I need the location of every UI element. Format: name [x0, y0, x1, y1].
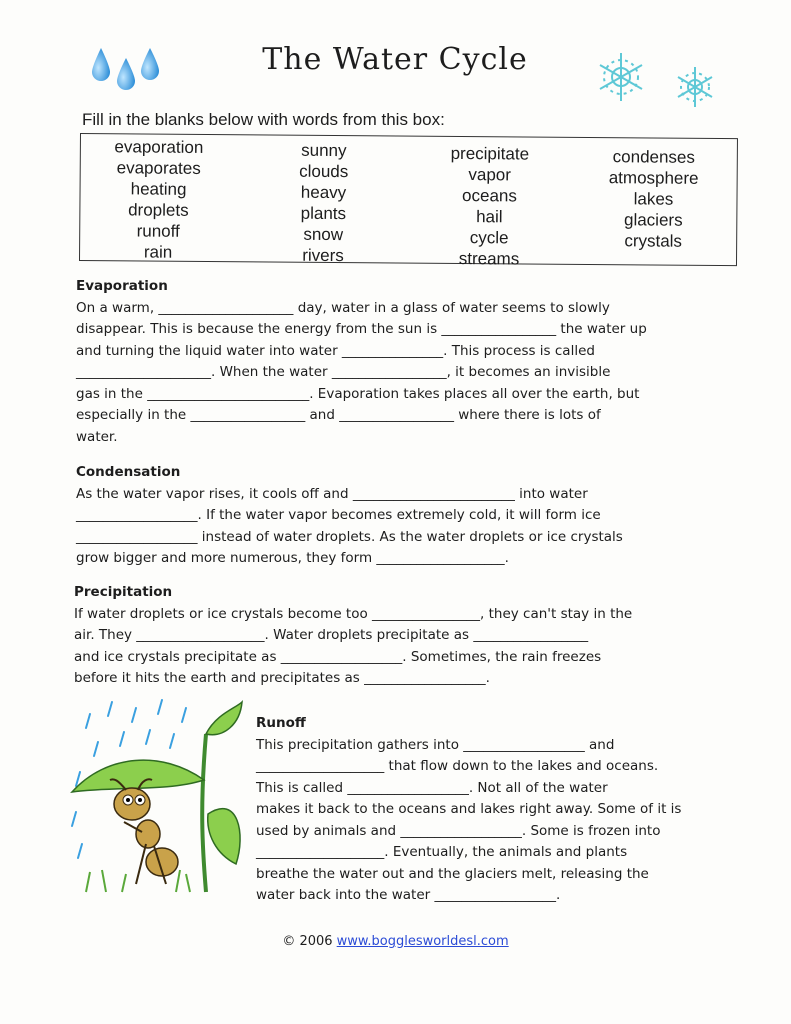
runoff-section: [256, 713, 736, 907]
text-line: and ice crystals precipitate as __________________. Sometimes, the rain freezes: [74, 648, 602, 665]
instructions: Fill in the blanks below with words from this box:: [82, 110, 445, 129]
word: glaciers: [623, 210, 683, 230]
word: snow: [303, 224, 344, 245]
word: runoff: [136, 221, 180, 241]
word: heavy: [300, 182, 347, 203]
word: condenses: [612, 147, 696, 167]
word: oceans: [462, 186, 518, 206]
snowflake-icon: [594, 50, 648, 104]
precipitation-section: [74, 582, 736, 690]
word-box: [79, 133, 738, 269]
text-line: __________________. If the water vapor becomes extremely cold, it will form ice: [76, 507, 601, 523]
condensation-section: [76, 462, 736, 570]
word: sunny: [301, 140, 347, 161]
water-drops-icon: [88, 44, 168, 94]
text-line: gas in the ________________________. Evaporation takes places all over the earth, but: [76, 385, 640, 402]
ant-under-leaf-illustration: [66, 694, 246, 894]
footer: [0, 934, 791, 949]
section-heading: Runoff: [256, 715, 306, 731]
section-heading: Evaporation: [76, 278, 168, 294]
word: droplets: [128, 200, 189, 220]
page-title: The Water Cycle: [262, 42, 528, 77]
word: atmosphere: [608, 168, 699, 188]
water-drop-icon: [92, 48, 110, 81]
text-line: air. They ___________________. Water droplets precipitate as _________________: [74, 627, 589, 643]
section-heading: Condensation: [76, 464, 181, 480]
word: cycle: [469, 228, 509, 248]
text-line: ___________________. Eventually, the animals and plants: [256, 844, 628, 860]
word: precipitate: [450, 143, 530, 164]
word: crystals: [624, 231, 683, 251]
word: evaporates: [116, 158, 201, 178]
copyright-text: © 2006: [282, 934, 337, 949]
text-line: before it hits the earth and precipitates as __________________.: [74, 670, 490, 686]
text-line: water.: [76, 428, 118, 445]
word-column: [414, 143, 565, 270]
text-line: makes it back to the oceans and lakes right away. Some of it is: [256, 801, 682, 817]
website-link[interactable]: www.bogglesworldesl.com: [336, 934, 509, 949]
word: rivers: [302, 245, 344, 266]
text-line: ___________________ that flow down to the lakes and oceans.: [256, 758, 659, 774]
text-line: especially in the _________________ and _________________ where there is lots of: [76, 407, 601, 423]
text-line: This precipitation gathers into __________________ and: [256, 736, 615, 753]
text-line: This is called __________________. Not all of the water: [256, 779, 608, 796]
section-heading: Precipitation: [74, 584, 173, 600]
word: clouds: [299, 161, 349, 182]
evaporation-section: [76, 276, 736, 448]
text-line: ____________________. When the water _________________, it becomes an invisible: [76, 364, 611, 380]
word: plants: [300, 203, 347, 224]
snowflake-icon: [672, 64, 718, 110]
text-line: On a warm, ____________________ day, water in a glass of water seems to slowly: [76, 299, 610, 316]
word-column: [83, 136, 234, 263]
word: vapor: [468, 165, 512, 185]
text-line: breathe the water out and the glaciers melt, releasing the: [256, 865, 649, 882]
text-line: water back into the water __________________.: [256, 887, 561, 903]
text-line: As the water vapor rises, it cools off and ________________________ into water: [76, 485, 588, 502]
water-drop-icon: [117, 58, 135, 90]
word-column: [248, 139, 399, 266]
word: rain: [143, 242, 173, 262]
text-line: and turning the liquid water into water _______________. This process is called: [76, 342, 595, 359]
word: lakes: [633, 189, 674, 209]
water-drop-icon: [141, 48, 159, 80]
word-column: [578, 146, 729, 252]
word: heating: [130, 179, 187, 199]
text-line: __________________ instead of water droplets. As the water droplets or ice crystals: [76, 528, 623, 545]
word: streams: [458, 248, 520, 269]
word: evaporation: [114, 137, 204, 157]
word: hail: [476, 207, 503, 227]
text-line: grow bigger and more numerous, they form ___________________.: [76, 550, 509, 566]
text-line: If water droplets or ice crystals become too ________________, they can't stay in the: [74, 605, 633, 622]
text-line: used by animals and __________________. Some is frozen into: [256, 822, 661, 839]
text-line: disappear. This is because the energy from the sun is _________________ the water up: [76, 321, 647, 337]
